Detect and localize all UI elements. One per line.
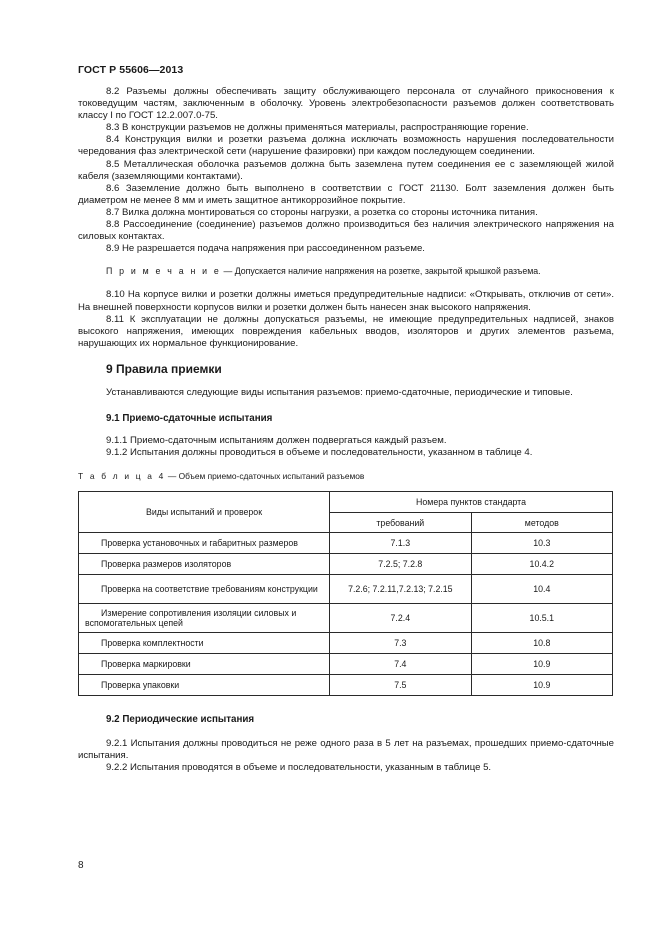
- table-row: [79, 654, 613, 675]
- table-row: [79, 575, 613, 604]
- document-body: [78, 86, 614, 774]
- table-header-row: [79, 492, 613, 513]
- row-req: 7.2.6; 7.2.11,7.2.13; 7.2.15: [330, 575, 472, 604]
- row-met: 10.8: [471, 633, 612, 654]
- row-met: 10.3: [471, 533, 612, 554]
- section-9-1-title: 9.1 Приемо-сдаточные испытания: [106, 413, 273, 425]
- table-row: [79, 604, 613, 633]
- row-met: 10.5.1: [471, 604, 612, 633]
- paragraph-8-5: 8.5 Металлическая оболочка разъемов должна быть заземлена путем соединения ее с заземляющей жилой кабеля (заземляющими контактами).: [78, 158, 614, 182]
- row-req: 7.5: [330, 675, 472, 696]
- row-name: Измерение сопротивления изоляции силовых и вспомогательных цепей: [79, 604, 330, 633]
- note: [78, 265, 614, 277]
- paragraph-8-7: 8.7 Вилка должна монтироваться со стороны нагрузки, а розетка со стороны источника питания.: [106, 206, 538, 218]
- header-kind: Виды испытаний и проверок: [79, 492, 330, 533]
- paragraph-9-1-2: 9.1.2 Испытания должны проводиться в объеме и последовательности, указанном в таблице 4.: [106, 447, 533, 459]
- row-name: Проверка на соответствие требованиям конструкции: [79, 575, 330, 604]
- row-met: 10.4: [471, 575, 612, 604]
- paragraph-8-11: 8.11 К эксплуатации не должны допускаться разъемы, не имеющие предупредительных надписей, знаков высокого напряжения, имеющих повреждения кабельных вводов, изоляторов и других элементов разъема, нарушающих их нормальное функционирование.: [78, 313, 614, 349]
- paragraph-9-2-1: 9.2.1 Испытания должны проводиться не реже одного раза в 5 лет на разъемах, прошедших приемо-сдаточные испытания.: [78, 737, 614, 761]
- standard-header: ГОСТ Р 55606—2013: [78, 64, 184, 76]
- section-9-2-title: 9.2 Периодические испытания: [106, 714, 255, 726]
- row-met: 10.9: [471, 675, 612, 696]
- paragraph-9-2-2: 9.2.2 Испытания проводятся в объеме и последовательности, указанным в таблице 5.: [106, 761, 492, 773]
- paragraph-9-1-1: 9.1.1 Приемо-сдаточным испытаниям должен подвергаться каждый разъем.: [106, 435, 447, 447]
- acceptance-tests-table: [78, 491, 613, 696]
- row-met: 10.4.2: [471, 554, 612, 575]
- row-name: Проверка размеров изоляторов: [79, 554, 330, 575]
- header-requirements: требований: [330, 512, 472, 533]
- paragraph-8-3: 8.3 В конструкции разъемов не должны применяться материалы, распространяющие горение.: [106, 122, 529, 134]
- row-name: Проверка комплектности: [79, 633, 330, 654]
- row-req: 7.3: [330, 633, 472, 654]
- row-req: 7.1.3: [330, 533, 472, 554]
- paragraph-8-6: 8.6 Заземление должно быть выполнено в соответствии с ГОСТ 21130. Болт заземления должен быть диаметром не менее 8 мм и иметь защитное антикоррозийное покрытие.: [78, 182, 614, 206]
- page-number: 8: [78, 860, 84, 871]
- table-row: [79, 554, 613, 575]
- note-text: — Допускается наличие напряжения на розетке, закрытой крышкой разъема.: [221, 266, 541, 277]
- row-req: 7.2.5; 7.2.8: [330, 554, 472, 575]
- paragraph-8-9: 8.9 Не разрешается подача напряжения при рассоединенном разъеме.: [106, 243, 425, 255]
- section-9-title: 9 Правила приемки: [106, 361, 222, 376]
- table-row: [79, 533, 613, 554]
- header-methods: методов: [471, 512, 612, 533]
- row-name: Проверка установочных и габаритных размеров: [79, 533, 330, 554]
- paragraph-8-2: 8.2 Разъемы должны обеспечивать защиту обслуживающего персонала от случайного прикосновения к токоведущим частям, заключенным в оболочку. Уровень электробезопасности разъемов должен соответствовать классу I по ГОСТ 12.2.007.0-75.: [78, 86, 614, 122]
- header-group: Номера пунктов стандарта: [330, 492, 613, 513]
- row-met: 10.9: [471, 654, 612, 675]
- row-name: Проверка упаковки: [79, 675, 330, 696]
- paragraph-8-10: 8.10 На корпусе вилки и розетки должны иметься предупредительные надписи: «Открывать, отключив от сети». На внешней поверхности корпусов вилки и розетки должен быть нанесен знак высокого напряжения.: [78, 289, 614, 313]
- note-label: П р и м е ч а н и е: [106, 266, 222, 277]
- paragraph-8-8: 8.8 Рассоединение (соединение) разъемов должно производиться без наличия электрического напряжения на силовых контактах.: [78, 219, 614, 243]
- table-caption-label: Т а б л и ц а 4: [78, 471, 166, 482]
- row-req: 7.4: [330, 654, 472, 675]
- table-caption-text: — Объем приемо-сдаточных испытаний разъемов: [165, 471, 365, 482]
- table-row: [79, 633, 613, 654]
- section-9-intro: Устанавливаются следующие виды испытания разъемов: приемо-сдаточные, периодические и типовые.: [106, 386, 573, 398]
- row-req: 7.2.4: [330, 604, 472, 633]
- paragraph-8-4: 8.4 Конструкция вилки и розетки разъема должна исключать возможность нарушения последовательности чередования фаз электрической сети (нарушение фазировки) при каждом последующем соединении.: [78, 134, 614, 158]
- table-caption: [78, 470, 614, 482]
- table-row: [79, 675, 613, 696]
- row-name: Проверка маркировки: [79, 654, 330, 675]
